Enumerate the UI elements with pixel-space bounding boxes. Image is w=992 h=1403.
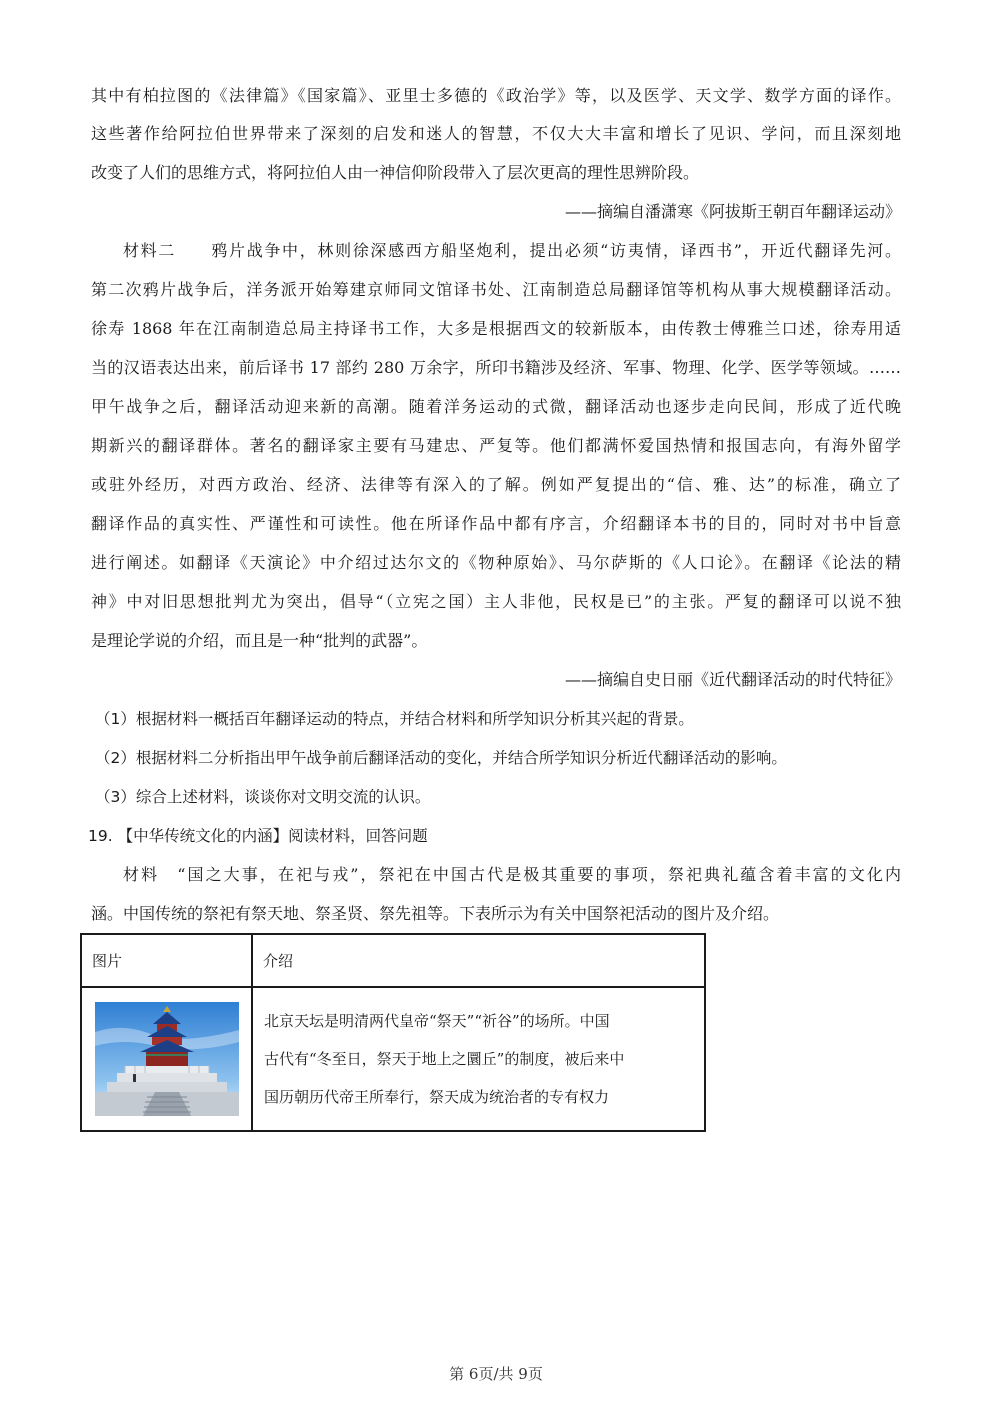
question-3: （3）综合上述材料，谈谈你对文明交流的认识。 bbox=[95, 788, 431, 806]
paragraph-line: 其中有柏拉图的《法律篇》《国家篇》、亚里士多德的《政治学》等，以及医学、天文学、数学方面的译作。 bbox=[91, 86, 901, 105]
header-intro-cell: 介绍 bbox=[252, 934, 705, 987]
table-header-row bbox=[81, 934, 705, 987]
paragraph-line: 翻译作品的真实性、严谨性和可读性。他在所译作品中都有序言，介绍翻译本书的目的，同时对书中旨意 bbox=[91, 514, 901, 533]
image-cell bbox=[81, 987, 252, 1131]
paragraph-line: 第二次鸦片战争后，洋务派开始筹建京师同文馆译书处、江南制造总局翻译馆等机构从事大规模翻译活动。 bbox=[91, 280, 901, 299]
material-line: 涵。中国传统的祭祀有祭天地、祭圣贤、祭先祖等。下表所示为有关中国祭祀活动的图片及介绍。 bbox=[91, 904, 780, 923]
material-line: 材料 “国之大事，在祀与戎”，祭祀在中国古代是极其重要的事项，祭祀典礼蕴含着丰富的文化内 bbox=[123, 865, 901, 884]
paragraph-line: 徐寿 1868 年在江南制造总局主持译书工作，大多是根据西文的较新版本，由传教士傅雅兰口述，徐寿用适 bbox=[91, 319, 901, 338]
paragraph-line: 是理论学说的介绍，而且是一种“批判的武器”。 bbox=[91, 631, 428, 650]
header-image-cell: 图片 bbox=[81, 934, 252, 987]
paragraph-line: 进行阐述。如翻译《天演论》中介绍过达尔文的《物种原始》、马尔萨斯的《人口论》。在翻译《论法的精 bbox=[91, 553, 901, 572]
temple-of-heaven-photo bbox=[95, 1002, 239, 1116]
paragraph-line: 改变了人们的思维方式，将阿拉伯人由一神信仰阶段带入了层次更高的理性思辨阶段。 bbox=[91, 163, 700, 182]
intro-line: 古代有“冬至日，祭天于地上之圜丘”的制度，被后来中 bbox=[264, 1050, 625, 1068]
paragraph-line: 或驻外经历，对西方政治、经济、法律等有深入的了解。例如严复提出的“信、雅、达”的标准，确立了 bbox=[91, 475, 901, 494]
table-row bbox=[81, 987, 705, 1131]
question-2: （2）根据材料二分析指出甲午战争前后翻译活动的变化，并结合所学知识分析近代翻译活动的影响。 bbox=[95, 749, 787, 767]
source-citation: ——摘编自潘潇寒《阿拔斯王朝百年翻译运动》 bbox=[564, 202, 901, 221]
question-19-title: 19. 【中华传统文化的内涵】阅读材料，回答问题 bbox=[88, 827, 428, 845]
paragraph-line: 甲午战争之后，翻译活动迎来新的高潮。随着洋务运动的式微，翻译活动也逐步走向民间，形成了近代晚 bbox=[91, 397, 901, 416]
intro-cell bbox=[252, 987, 705, 1131]
sacrifice-table bbox=[80, 933, 706, 1132]
question-1: （1）根据材料一概括百年翻译运动的特点，并结合材料和所学知识分析其兴起的背景。 bbox=[95, 710, 694, 728]
intro-line: 国历朝历代帝王所奉行，祭天成为统治者的专有权力 bbox=[264, 1088, 610, 1106]
paragraph-line: 材料二 鸦片战争中，林则徐深感西方船坚炮利，提出必须“访夷情，译西书”，开近代翻译先河。 bbox=[123, 241, 901, 260]
intro-line: 北京天坛是明清两代皇帝“祭天”“祈谷”的场所。中国 bbox=[264, 1012, 610, 1030]
paragraph-line: 期新兴的翻译群体。著名的翻译家主要有马建忠、严复等。他们都满怀爱国热情和报国志向，有海外留学 bbox=[91, 436, 901, 455]
paragraph-line: 这些著作给阿拉伯世界带来了深刻的启发和迷人的智慧，不仅大大丰富和增长了见识、学问，而且深刻地 bbox=[91, 124, 901, 143]
page-footer: 第 6页/共 9页 bbox=[449, 1365, 543, 1383]
paragraph-line: 当的汉语表达出来，前后译书 17 部约 280 万余字，所印书籍涉及经济、军事、物理、化学、医学等领域。…… bbox=[91, 358, 901, 377]
source-citation: ——摘编自史日丽《近代翻译活动的时代特征》 bbox=[564, 670, 901, 689]
paragraph-line: 神》中对旧思想批判尤为突出，倡导“（立宪之国）主人非他，民权是已”的主张。严复的翻译可以说不独 bbox=[91, 592, 901, 611]
